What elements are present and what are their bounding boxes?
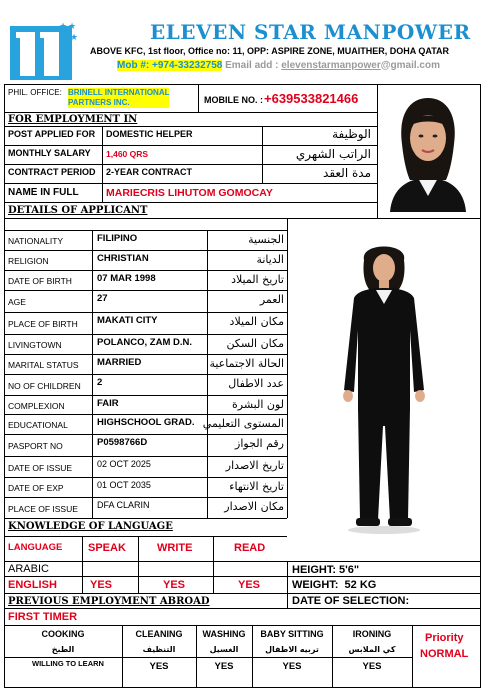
priority-label: Priority (425, 632, 464, 644)
skill-header-baby-sitting: BABY SITTING (260, 629, 324, 639)
skill-arabic-baby-sitting: تربيه الاطفال (265, 645, 319, 654)
detail-row-divider (4, 354, 287, 355)
phil-office-line-2: PARTNERS INC. (68, 98, 130, 107)
detail-arabic: الحالة الاجتماعية (209, 357, 284, 370)
post-applied-value: DOMESTIC HELPER (106, 129, 193, 139)
skill-arabic-washing: الغسيل (209, 645, 239, 654)
contract-arabic: مدة العقد (323, 166, 371, 180)
detail-label: DATE OF EXP (8, 483, 64, 493)
details-section-title: DETAILS OF APPLICANT (8, 205, 148, 216)
detail-value: MAKATI CITY (97, 315, 158, 326)
detail-arabic: لون البشرة (232, 398, 284, 411)
salary-label: MONTHLY SALARY (8, 148, 91, 158)
contract-label: CONTRACT PERIOD (8, 167, 96, 177)
detail-label: NATIONALITY (8, 236, 64, 246)
detail-value: FAIR (97, 398, 119, 409)
skill-header-cooking: COOKING (41, 629, 85, 639)
skill-header-ironing: IRONING (352, 629, 392, 639)
detail-value: 27 (97, 293, 108, 304)
detail-value: MARRIED (97, 357, 142, 368)
skill-value-cleaning: YES (149, 661, 169, 672)
detail-row-divider (4, 270, 287, 271)
detail-value: 01 OCT 2035 (97, 480, 151, 490)
skill-value-ironing: YES (362, 661, 382, 672)
language-section-title: KNOWLEDGE OF LANGUAGE (8, 521, 173, 532)
english-read-value: YES (238, 579, 261, 591)
svg-text:★: ★ (70, 33, 78, 43)
post-applied-arabic: الوظيفة (332, 127, 371, 141)
full-name-value: MARIECRIS LIHUTOM GOMOCAY (106, 187, 273, 199)
post-applied-label: POST APPLIED FOR (8, 129, 96, 139)
language-header-speak: SPEAK (88, 542, 126, 554)
salary-value: 1,460 QRS (106, 149, 149, 159)
skill-value-washing: YES (214, 661, 234, 672)
detail-arabic: مكان السكن (226, 337, 284, 350)
detail-row-divider (4, 477, 287, 478)
skill-arabic-ironing: كي الملابس (348, 645, 396, 654)
detail-label: DATE OF ISSUE (8, 462, 73, 473)
detail-row-divider (4, 250, 287, 251)
first-timer-status: FIRST TIMER (8, 611, 78, 623)
skill-arabic-cleaning: التنظيف (142, 645, 176, 654)
detail-row-divider (4, 312, 287, 313)
detail-label: PASPORT NO (8, 441, 63, 451)
detail-arabic: تاريخ الميلاد (231, 273, 284, 286)
phil-office-line-1: BRINELL INTERNATIONAL (68, 88, 170, 97)
language-header-read: READ (234, 542, 266, 554)
salary-arabic: الراتب الشهري (295, 147, 371, 161)
detail-value: HIGHSCHOOL GRAD. (97, 417, 195, 428)
contract-value: 2-YEAR CONTRACT (106, 167, 193, 177)
detail-label: PLACE OF ISSUE (8, 503, 78, 514)
company-name: ELEVEN STAR MANPOWER (150, 20, 471, 44)
skill-arabic-cooking: الطبخ (51, 645, 75, 654)
detail-arabic: المستوى التعليمي (202, 417, 284, 430)
english-write-value: YES (163, 579, 186, 591)
detail-arabic: رقم الجواز (235, 437, 284, 450)
detail-value: POLANCO, ZAM D.N. (97, 337, 192, 348)
detail-arabic: مكان الميلاد (229, 315, 284, 328)
phil-office-value (68, 88, 169, 108)
detail-label: EDUCATIONAL (8, 420, 68, 430)
detail-row-divider (4, 334, 287, 335)
mobile-value: +639533821466 (264, 91, 359, 106)
detail-value: DFA CLARIN (97, 500, 150, 510)
detail-value: CHRISTIAN (97, 253, 149, 264)
previous-employment-title: PREVIOUS EMPLOYMENT ABROAD (8, 596, 210, 607)
detail-row-divider (4, 414, 287, 415)
detail-value: 2 (97, 377, 103, 388)
detail-row-divider (4, 434, 287, 435)
detail-label: RELIGION (8, 256, 49, 266)
detail-label: COMPLEXION (8, 400, 65, 411)
detail-arabic: الجنسية (248, 233, 284, 246)
company-address: ABOVE KFC, 1st floor, Office no: 11, OPP: ASPIRE ZONE, MUAITHER, DOHA QATAR (90, 46, 450, 56)
detail-row-divider (4, 395, 287, 396)
detail-arabic: تاريخ الاصدار (225, 459, 284, 472)
detail-label: DATE OF BIRTH (8, 276, 72, 286)
detail-label: LIVINGTOWN (8, 340, 62, 350)
skill-value-baby-sitting: YES (282, 661, 302, 672)
detail-value: P0598766D (97, 437, 148, 448)
employment-section-title: FOR EMPLOYMENT IN (8, 114, 138, 125)
english-speak-value: YES (90, 579, 113, 591)
applicant-full-body-photo (292, 240, 477, 536)
language-arabic-label: ARABIC (8, 563, 49, 575)
date-of-selection-label: DATE OF SELECTION: (292, 595, 410, 607)
detail-arabic: عدد الاطفال (228, 377, 284, 390)
mobile-number: Mob #: +974-33232758 (117, 60, 223, 71)
detail-arabic: العمر (259, 293, 284, 306)
detail-row-divider (4, 290, 287, 291)
detail-label: NO OF CHILDREN (8, 380, 81, 391)
detail-row-divider (4, 456, 287, 457)
detail-arabic: الديانة (256, 253, 284, 266)
height-value: HEIGHT: 5'6" (292, 564, 360, 576)
detail-label: PLACE OF BIRTH (8, 319, 78, 329)
skill-header-cleaning: CLEANING (135, 629, 183, 639)
applicant-head-photo (380, 92, 476, 212)
priority-value: NORMAL (420, 648, 469, 660)
skill-header-washing: WASHING (202, 629, 246, 639)
contact-line (117, 60, 440, 71)
language-header-language: LANGUAGE (8, 542, 63, 553)
logo-stars-icon (10, 18, 78, 80)
detail-row-divider (4, 374, 287, 375)
language-english-label: ENGLISH (8, 579, 57, 591)
detail-row-divider (4, 497, 287, 498)
full-name-label: NAME IN FULL (8, 187, 79, 198)
email-label: Email add : (225, 60, 282, 71)
detail-label: AGE (8, 297, 26, 307)
company-logo (10, 18, 78, 80)
detail-arabic: تاريخ الانتهاء (229, 480, 284, 493)
detail-value: 02 OCT 2025 (97, 459, 151, 469)
phil-office-label: PHIL. OFFICE: (8, 88, 62, 97)
weight-value: WEIGHT: 52 KG (292, 579, 377, 591)
skill-value-cooking: WILLING TO LEARN (32, 659, 104, 668)
detail-value: 07 MAR 1998 (97, 273, 156, 284)
svg-text:★: ★ (68, 22, 77, 32)
detail-label: MARITAL STATUS (8, 360, 79, 370)
email-domain[interactable]: @gmail.com (380, 60, 440, 71)
mobile-label: MOBILE NO. : (204, 95, 263, 105)
detail-value: FILIPINO (97, 233, 138, 244)
svg-text:★: ★ (59, 22, 68, 32)
email-link[interactable]: elevenstarmanpower (281, 60, 381, 71)
detail-arabic: مكان الاصدار (224, 500, 284, 513)
language-header-write: WRITE (157, 542, 193, 554)
